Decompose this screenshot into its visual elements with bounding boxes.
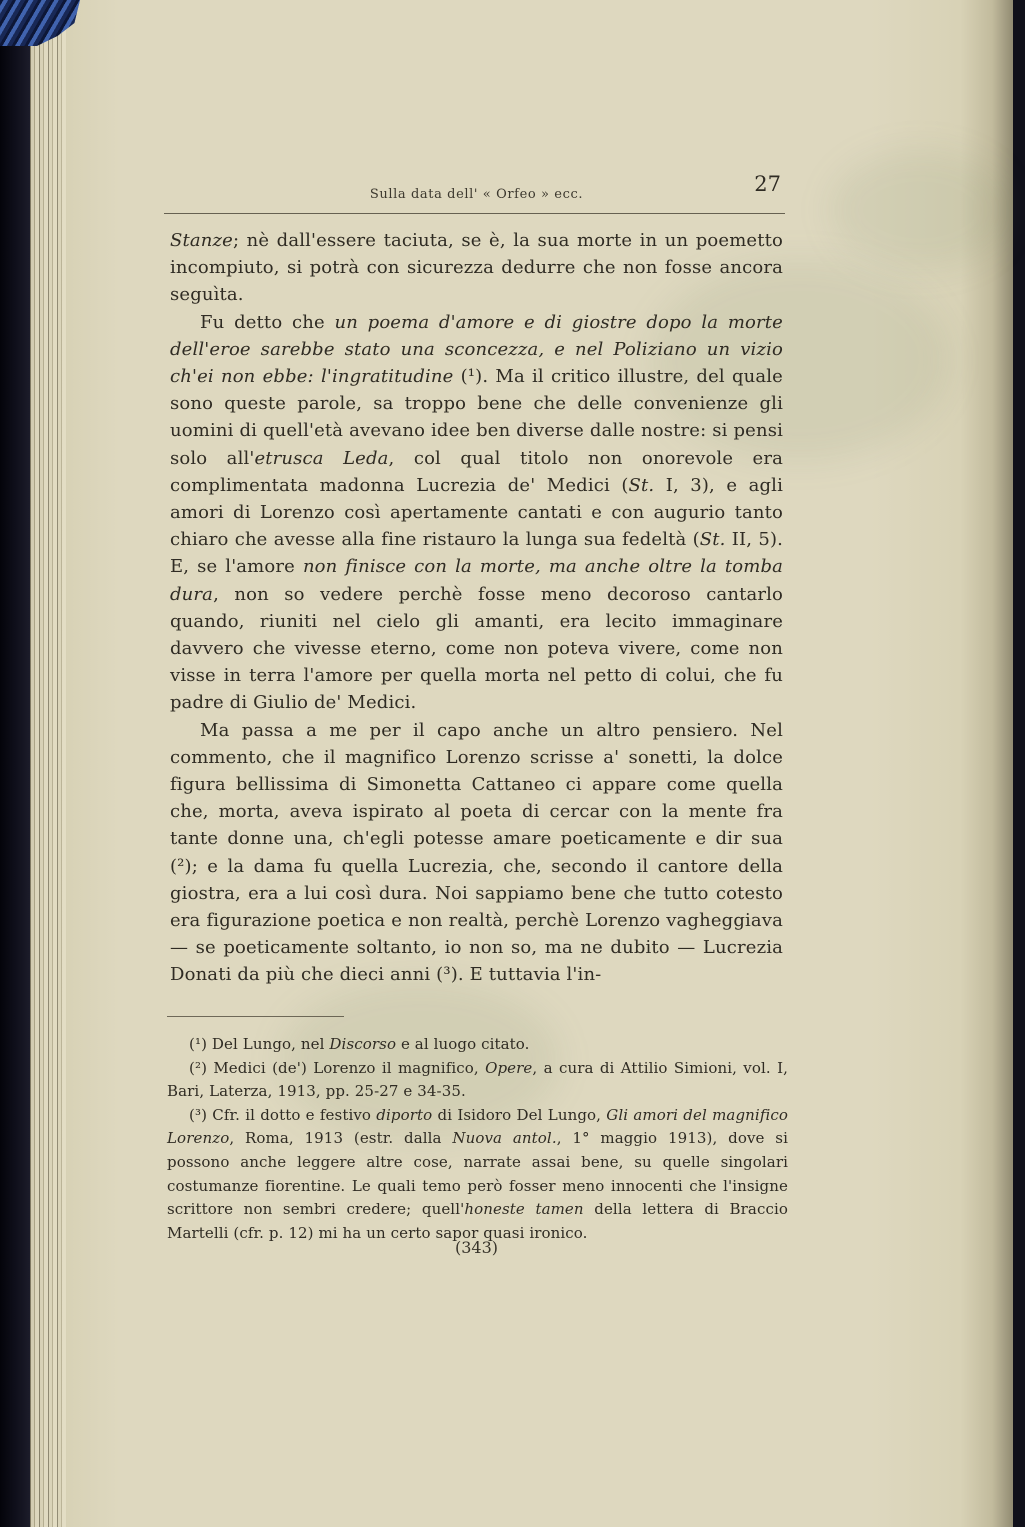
- book-spine: [0, 0, 30, 1527]
- text-run: , non so vedere perchè fosse meno decoroso cantarlo quando, riuniti nel cielo gli amanti, era lecito immaginare davvero che vivesse eterno, come non poteva vivere, come non visse in terra l'amore per quella morta nel petto di colui, che fu padre di Giulio de' Medici.: [170, 583, 783, 714]
- text-run: I, 3), e agli amori di Lorenzo così apertamente cantati e con augurio tanto chiaro che avesse alla fine ristauro la lunga sua fedeltà (: [170, 474, 783, 551]
- running-title: Sulla data dell' « Orfeo » ecc.: [369, 187, 584, 202]
- text-run: (²) Medici (de') Lorenzo il magnifico,: [189, 1058, 486, 1077]
- text-run: della lettera di Braccio Martelli (cfr. p. 12) mi ha un certo sapor quasi ironico.: [167, 1200, 788, 1242]
- footnote: [167, 1057, 788, 1104]
- text-run: (³) Cfr. il dotto e festivo: [189, 1105, 377, 1124]
- italic-text-run: St.: [628, 474, 655, 496]
- footnote: [167, 1104, 788, 1246]
- italic-text-run: Gli amori del magnifico Lorenzo: [167, 1105, 789, 1148]
- footnotes: [167, 1033, 788, 1245]
- page-number: 27: [754, 172, 781, 196]
- italic-text-run: Discorso: [329, 1035, 397, 1053]
- page-edges: [30, 0, 66, 1527]
- text-run: , a cura di Attilio Simioni, vol. I, Bari, Laterza, 1913, pp. 25-27 e 34-35.: [167, 1058, 788, 1101]
- text-run: (¹) Del Lungo, nel: [189, 1035, 330, 1053]
- italic-text-run: Opere: [485, 1058, 533, 1077]
- footnote-rule: [167, 1016, 344, 1017]
- body-text: [170, 227, 783, 989]
- text-run: , Roma, 1913 (estr. dalla: [229, 1129, 453, 1148]
- italic-text-run: St.: [699, 529, 726, 551]
- folio-number: (343): [454, 1238, 499, 1257]
- text-run: (¹). Ma il critico illustre, del quale sono queste parole, sa troppo bene che delle convenienze gli uomini di quell'età avevano idee ben diverse dalle nostre: si pensi solo all': [170, 366, 783, 469]
- paragraph: [170, 309, 783, 717]
- italic-text-run: honeste tamen: [464, 1200, 584, 1219]
- text-run: e al luogo citato.: [396, 1035, 530, 1053]
- text-run: , 1° maggio 1913), dove si possono anche leggere altre cose, narrate assai bene, su quelle singolari costumanze fiorentine. Le quali temo però fosser meno innocenti che l'insigne scrittore non sembri credere; quell': [167, 1129, 788, 1219]
- text-run: ; nè dall'essere taciuta, se è, la sua morte in un poemetto incompiuto, si potrà con sicurezza dedurre che non fosse ancora seguìta.: [170, 230, 783, 306]
- text-run: di Isidoro Del Lungo,: [432, 1105, 607, 1124]
- italic-text-run: Nuova antol.: [452, 1129, 557, 1148]
- italic-text-run: etrusca Leda: [254, 447, 389, 469]
- italic-text-run: non finisce con la morte, ma anche oltre la tomba dura: [170, 556, 784, 605]
- text-run: , col qual titolo non onorevole era complimentata madonna Lucrezia de' Medici (: [170, 447, 783, 496]
- italic-text-run: Stanze: [170, 230, 233, 251]
- paragraph: [170, 717, 783, 989]
- header-rule: [164, 213, 785, 214]
- page-header: [170, 172, 783, 208]
- text-run: II, 5). E, se l'amore: [170, 529, 783, 578]
- italic-text-run: diporto: [376, 1105, 433, 1124]
- paragraph: [170, 227, 783, 309]
- text-run: Fu detto che: [200, 311, 335, 333]
- footnote: [167, 1033, 788, 1057]
- text-run: Ma passa a me per il capo anche un altro pensiero. Nel commento, che il magnifico Lorenzo scrisse a' sonetti, la dolce figura bellissima di Simonetta Cattaneo ci appare come quella che, morta, aveva ispirato al poeta di cercar con la mente fra tante donne una, ch'egli potesse amare poeticamente e dir sua (²); e la dama fu quella Lucrezia, che, secondo il cantore della giostra, era a lui così dura. Noi sappiamo bene che tutto cotesto era figurazione poetica e non realtà, perchè Lorenzo vagheggiava — se poeticamente soltanto, io non so, ma ne dubito — Lucrezia Donati da più che dieci anni (³). E tuttavia l'in-: [170, 719, 783, 986]
- italic-text-run: un poema d'amore e di giostre dopo la morte dell'eroe sarebbe stato una sconcezza, e nel Poliziano un vizio ch'ei non ebbe: l'ingratitudine: [170, 311, 783, 388]
- paper-stain: [830, 150, 1010, 270]
